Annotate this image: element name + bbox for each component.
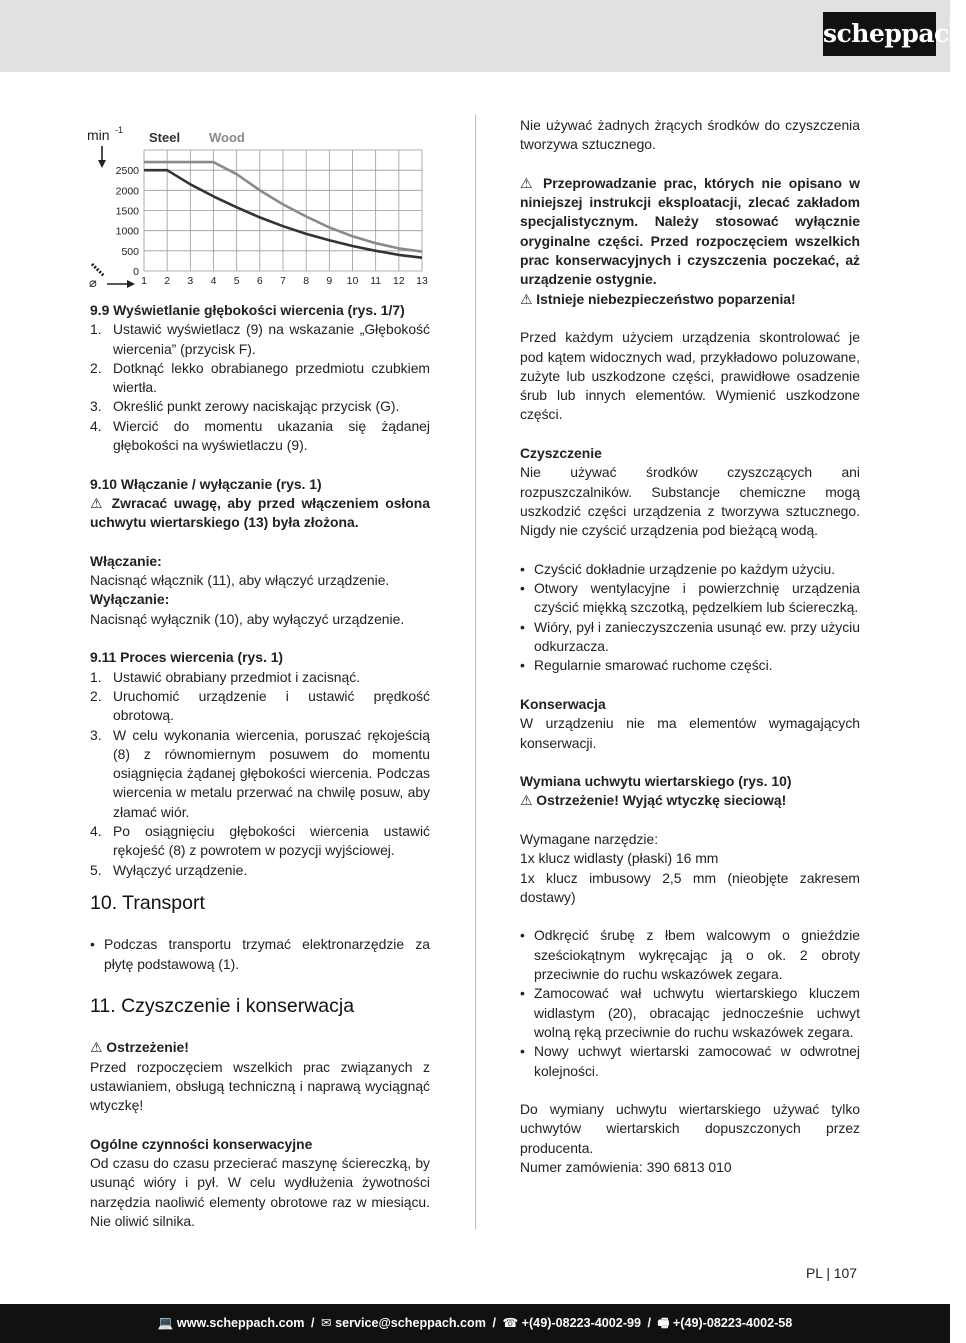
cleaning-list [520,560,860,676]
list-item [520,618,860,657]
footer-separator: / [492,1316,496,1330]
list-item [90,861,430,880]
y-axis-arrow-head [98,160,106,168]
transport-list [90,935,430,974]
x-tick-label: 13 [416,275,428,287]
bullet: • [520,618,525,635]
list-item [90,359,430,398]
list-item [520,984,860,1042]
x-axis-label: ⌀ [89,276,97,291]
list-item [90,668,430,687]
x-tick-label: 3 [187,275,194,287]
list-number: 1. [90,668,102,685]
list-number: 3. [90,726,102,743]
list-item [520,1042,860,1081]
x-tick-label: 9 [326,275,333,287]
order-number: Numer zamówienia: 390 6813 010 [520,1159,732,1176]
heading-cleaning-maintenance: 11. Czyszczenie i konserwacja [90,995,355,1018]
warning-title: ⚠ Ostrzeżenie! [90,1039,189,1056]
y-tick-label: 500 [121,245,139,258]
chart-ticks [116,165,428,287]
list-text: Określić punkt zerowy naciskając przycisk (G). [113,398,400,415]
bullet: • [90,936,95,953]
section-9-11-title: 9.11 Proces wiercenia (rys. 1) [90,649,284,666]
tool-item: 1x klucz widlasty (płaski) 16 mm [520,850,719,867]
chuck-replacement-title: Wymiana uchwytu wiertarskiego (rys. 10) [520,773,792,790]
x-tick-label: 6 [256,275,263,287]
list-text: Ustawić obrabiany przedmiot i zacisnąć. [113,668,361,685]
switch-on-title: Włączanie: [90,552,162,569]
footer-separator: / [311,1316,315,1330]
chuck-warning: ⚠ Ostrzeżenie! Wyjąć wtyczkę sieciową! [520,792,787,809]
fax-number: 🖷 +(49)-08223-4002-58 [657,1316,793,1330]
bullet: • [520,560,525,577]
list-text: Zamocować wał uchwytu wiertarskiego kluczem widlastym (20), obracając jednocześnie uchwyt wolną ręką przeciwnie do ruchu wskazówek zegara. [534,985,860,1040]
bullet: • [520,580,525,597]
footer-separator: / [647,1316,652,1330]
list-text: Dotknąć lekko obrabianego przedmiotu czubkiem wiertła. [113,359,430,396]
list-number: 4. [90,417,102,434]
list-item [520,656,860,675]
list-text: Wyłączyć urządzenie. [113,861,248,878]
x-axis-arrow-head [127,280,135,288]
x-tick-label: 7 [280,275,286,287]
x-tick-label: 10 [346,275,359,287]
top-header-bar [0,0,950,72]
list-text: Wióry, pył i zanieczyszczenia usunąć ew. przy użyciu odkurzacza. [534,618,860,655]
section-9-10-title: 9.10 Włączanie / wyłączanie (rys. 1) [90,475,322,492]
y-tick-label: 2500 [115,165,139,178]
maintenance-title: Konserwacja [520,695,606,712]
legend-entry-wood: Wood [209,130,245,145]
tools-title: Wymagane narzędzie: [520,830,659,847]
list-item [520,579,860,618]
chuck-steps-list [520,926,860,1080]
general-maintenance-title: Ogólne czynności konserwacyjne [90,1135,313,1152]
legend-entry-steel: Steel [149,130,181,145]
maintenance-text: W urządzeniu nie ma elementów wymagających konserwacji. [520,715,860,751]
x-tick-label: 8 [303,275,310,287]
bullet: • [520,985,525,1002]
list-text: Uruchomić urządzenie i ustawić prędkość obrotową. [113,687,430,724]
list-item [520,926,860,984]
list-text: Odkręcić śrubę z łbem walcowym o gnieździe sześciokątnym wykręcając ją o ok. 2 obroty przeciwnie do ruchu wskazówek zegara. [534,927,860,983]
list-text: Wiercić do momentu ukazania się żądanej głębokości na wyświetlaczu (9). [113,417,430,454]
switch-on-text: Nacisnąć włącznik (11), aby włączyć urządzenie. [90,572,390,589]
chart-legend [149,130,245,145]
list-text: Po osiągnięciu głębokości wiercenia ustawić rękojeść (8) z powrotem w pozycji wyjściowej. [113,823,430,859]
section-9-9-list [90,320,430,455]
section-9-9-title: 9.9 Wyświetlanie głębokości wiercenia (rys. 1/7) [90,302,405,318]
list-text: Otwory wentylacyjne i powierzchnię urządzenia czyścić miękką szczotką, pędzelkiem lub ściereczką. [534,580,860,616]
list-item [90,320,430,359]
page-number: PL | 107 [806,1265,857,1281]
intro-text: Nie używać żadnych żrących środków do czyszczenia tworzywa sztucznego. [520,117,860,153]
list-text: Regularnie smarować ruchome części. [534,657,773,674]
section-9-10-warning: ⚠ Zwracać uwagę, aby przed włączeniem osłona uchwytu wiertarskiego (13) była złożona. [90,494,430,531]
list-text: Nowy uchwyt wiertarski zamocować w odwrotnej kolejności. [534,1043,860,1079]
y-axis-label: min [87,127,110,143]
list-item [520,560,860,579]
footer-bar [0,1304,950,1343]
specialist-warning: ⚠ Przeprowadzanie prac, których nie opisano w niniejszej instrukcji eksploatacji, zlecać zakładom specjalistycznym. Należy stosować wyłącznie oryginalne części. Przed rozpoczęciem wszelkich prac konserwacyjnych i czyszczenia poczekać, aż urządzenie ostygnie. [520,174,860,288]
warning-text: Przed rozpoczęciem wszelkich prac związanych z ustawianiem, obsługą techniczną i naprawą wyciągnąć wtyczkę! [90,1058,430,1114]
y-tick-label: 0 [133,266,139,278]
list-item [90,822,430,861]
list-item [90,726,430,822]
speed-chart [87,116,432,291]
list-number: 2. [90,687,102,704]
list-text: Ustawić wyświetlacz (9) na wskazanie „Głębokość wiercenia” (przycisk F). [113,321,430,357]
bullet: • [520,927,525,944]
list-text: W celu wykonania wiercenia, poruszać rękojeścią (8) z równomiernym posuwem do momentu osiągnięcia żądanej głębokości wiercenia. Podczas wiercenia w metalu przerwać na chwilę posuw, aby złamać wiór. [113,726,430,820]
list-item [90,935,430,974]
y-axis-label-superscript: -1 [115,125,124,135]
list-item [90,687,430,726]
general-maintenance-text: Od czasu do czasu przecierać maszynę ściereczką, by usunąć wióry i pył. W celu wydłużenia żywotności narzędzia naoliwić elementy obrotowe raz w miesiącu. Nie oliwić silnika. [90,1155,430,1230]
y-tick-label: 1000 [115,225,139,238]
burn-warning: ⚠ Istnieje niebezpieczeństwo poparzenia! [520,290,796,307]
switch-off-title: Wyłączanie: [90,591,170,608]
x-tick-label: 11 [370,275,382,287]
y-tick-label: 2000 [115,185,139,198]
right-column [520,116,860,1177]
switch-off-text: Nacisnąć wyłącznik (10), aby wyłączyć urządzenie. [90,610,405,627]
list-text: Podczas transportu trzymać elektronarzędzie za płytę podstawową (1). [104,936,430,972]
list-item [90,417,430,456]
phone-number: ☎ +(49)-08223-4002-99 [502,1316,642,1330]
list-number: 2. [90,359,102,376]
x-tick-label: 12 [392,275,405,287]
chuck-final-text: Do wymiany uchwytu wiertarskiego używać tylko uchwytów wiertarskich dopuszczonych przez producenta. [520,1101,860,1156]
website-link[interactable]: 💻 www.scheppach.com [157,1316,305,1330]
heading-transport: 10. Transport [90,891,205,914]
x-tick-label: 4 [210,275,217,287]
y-tick-label: 1500 [115,205,139,218]
list-number: 1. [90,321,102,338]
list-text: Czyścić dokładnie urządzenie po każdym użyciu. [534,560,836,577]
left-column [87,116,430,1231]
tool-item: 1x klucz imbusowy 2,5 mm (nieobjęte zakresem dostawy) [520,869,860,905]
cleaning-text: Nie używać środków czyszczących ani rozpuszczalników. Substancje chemiczne mogą uszkodzić części urządzenia z tworzywa sztucznego. Nigdy nie czyścić urządzenia pod bieżącą wodą. [520,464,860,539]
x-tick-label: 1 [141,275,147,287]
bullet: • [520,657,525,674]
x-tick-label: 5 [233,275,240,287]
x-tick-label: 2 [164,275,171,287]
column-divider [475,114,476,1230]
list-number: 4. [90,823,102,840]
inspection-text: Przed każdym użyciem urządzenia skontrolować je pod kątem widocznych wad, przykładowo poluzowane, zużyte lub uszkodzone części, prawidłowe osadzenie śrub lub innych elementów. Wymienić uszkodzone części. [520,329,860,423]
drill-bit-icon [92,264,104,276]
list-number: 3. [90,398,102,415]
list-number: 5. [90,861,102,878]
list-item [90,397,430,416]
brand-logo: scheppach [823,12,936,56]
bullet: • [520,1043,525,1060]
cleaning-title: Czyszczenie [520,445,602,462]
section-9-11-list [90,668,430,880]
email-link[interactable]: ✉ service@scheppach.com [321,1316,486,1330]
